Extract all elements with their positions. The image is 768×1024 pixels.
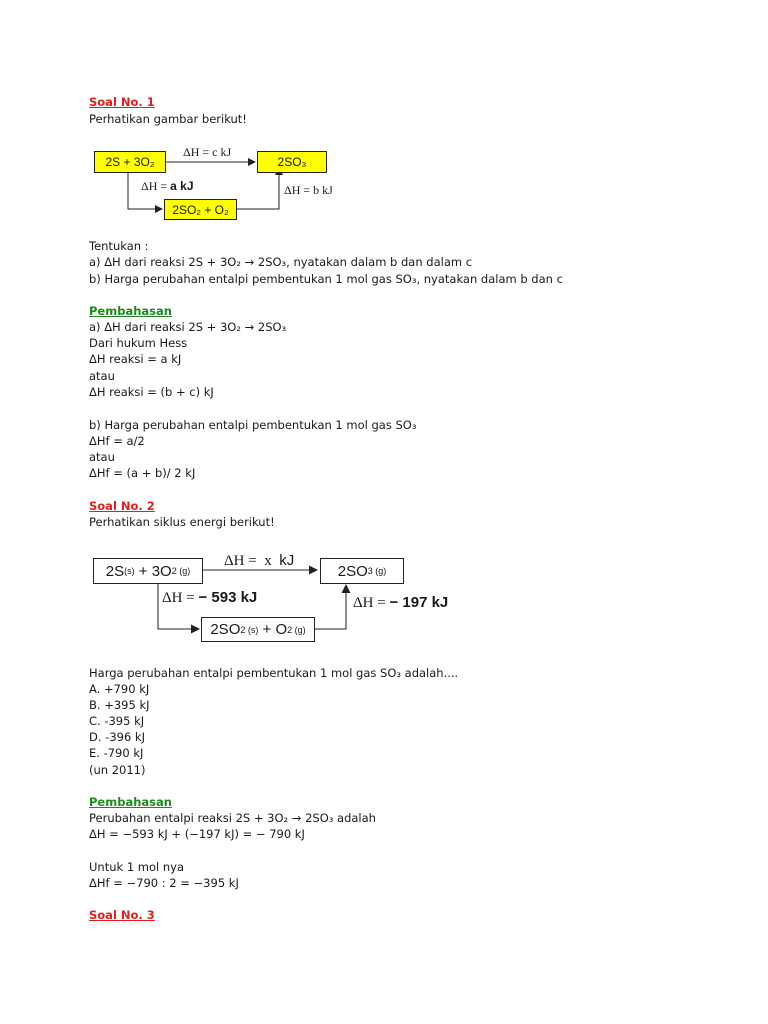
q2-question: Harga perubahan entalpi pembentukan 1 mol gas SO₃ adalah.... bbox=[89, 666, 459, 680]
pembahasan1-line: ΔH reaksi = a kJ bbox=[89, 352, 182, 366]
q2-option: D. -396 kJ bbox=[89, 730, 145, 744]
q1-left-label-bold: a kJ bbox=[170, 179, 194, 193]
q1-box-end: 2SO₃ bbox=[257, 151, 327, 173]
pembahasan1-line: ΔH reaksi = (b + c) kJ bbox=[89, 385, 214, 399]
q1-box-start: 2S + 3O₂ bbox=[94, 151, 166, 173]
q2-intro: Perhatikan siklus energi berikut! bbox=[89, 515, 275, 529]
pembahasan2-line: ΔH = −593 kJ + (−197 kJ) = − 790 kJ bbox=[89, 827, 305, 841]
pembahasan2-line: Untuk 1 mol nya bbox=[89, 860, 185, 874]
pembahasan1-line: a) ΔH dari reaksi 2S + 3O₂ → 2SO₃ bbox=[89, 320, 287, 334]
q1-intro: Perhatikan gambar berikut! bbox=[89, 112, 247, 126]
q1-heading: Soal No. 1 bbox=[89, 95, 155, 109]
pembahasan1-line: atau bbox=[89, 450, 115, 464]
q2-heading: Soal No. 2 bbox=[89, 499, 155, 513]
q1-left-label: ΔH = a kJ bbox=[141, 179, 194, 193]
q2-right-arrow bbox=[315, 585, 346, 629]
pembahasan2-heading: Pembahasan bbox=[89, 795, 172, 809]
q1-task-intro: Tentukan : bbox=[89, 239, 149, 253]
q3-heading: Soal No. 3 bbox=[89, 908, 155, 922]
q2-box-mid: 2SO 2 (s) + O 2 (g) bbox=[201, 617, 315, 642]
pembahasan1-line: Dari hukum Hess bbox=[89, 336, 188, 350]
q1-top-label: ΔH = c kJ bbox=[183, 145, 232, 159]
q2-top-label: ΔH = x kJ bbox=[224, 552, 295, 569]
pembahasan1-line: ΔHf = a/2 bbox=[89, 434, 145, 448]
q2-source: (un 2011) bbox=[89, 763, 146, 777]
q1-task-b: b) Harga perubahan entalpi pembentukan 1 mol gas SO₃, nyatakan dalam b dan c bbox=[89, 272, 563, 286]
q2-left-label: ΔH = − 593 kJ bbox=[162, 589, 258, 606]
q2-option: B. +395 kJ bbox=[89, 698, 150, 712]
pembahasan2-line: ΔHf = −790 : 2 = −395 kJ bbox=[89, 876, 239, 890]
pembahasan1-line: atau bbox=[89, 369, 115, 383]
q1-box-mid: 2SO₂ + O₂ bbox=[164, 199, 237, 220]
pembahasan1-heading: Pembahasan bbox=[89, 304, 172, 318]
q1-right-label: ΔH = b kJ bbox=[284, 183, 333, 197]
q2-option: C. -395 kJ bbox=[89, 714, 145, 728]
pembahasan2-line: Perubahan entalpi reaksi 2S + 3O₂ → 2SO₃ adalah bbox=[89, 811, 376, 825]
q2-option: A. +790 kJ bbox=[89, 682, 150, 696]
pembahasan1-line: b) Harga perubahan entalpi pembentukan 1 mol gas SO₃ bbox=[89, 418, 417, 432]
pembahasan1-line: ΔHf = (a + b)/ 2 kJ bbox=[89, 466, 196, 480]
q2-right-label: ΔH = − 197 kJ bbox=[353, 594, 449, 611]
q2-option: E. -790 kJ bbox=[89, 746, 144, 760]
q2-box-start: 2S (s) + 3O 2 (g) bbox=[93, 558, 203, 584]
q1-task-a: a) ΔH dari reaksi 2S + 3O₂ → 2SO₃, nyatakan dalam b dan dalam c bbox=[89, 255, 473, 269]
q2-box-end: 2SO 3 (g) bbox=[320, 558, 404, 584]
